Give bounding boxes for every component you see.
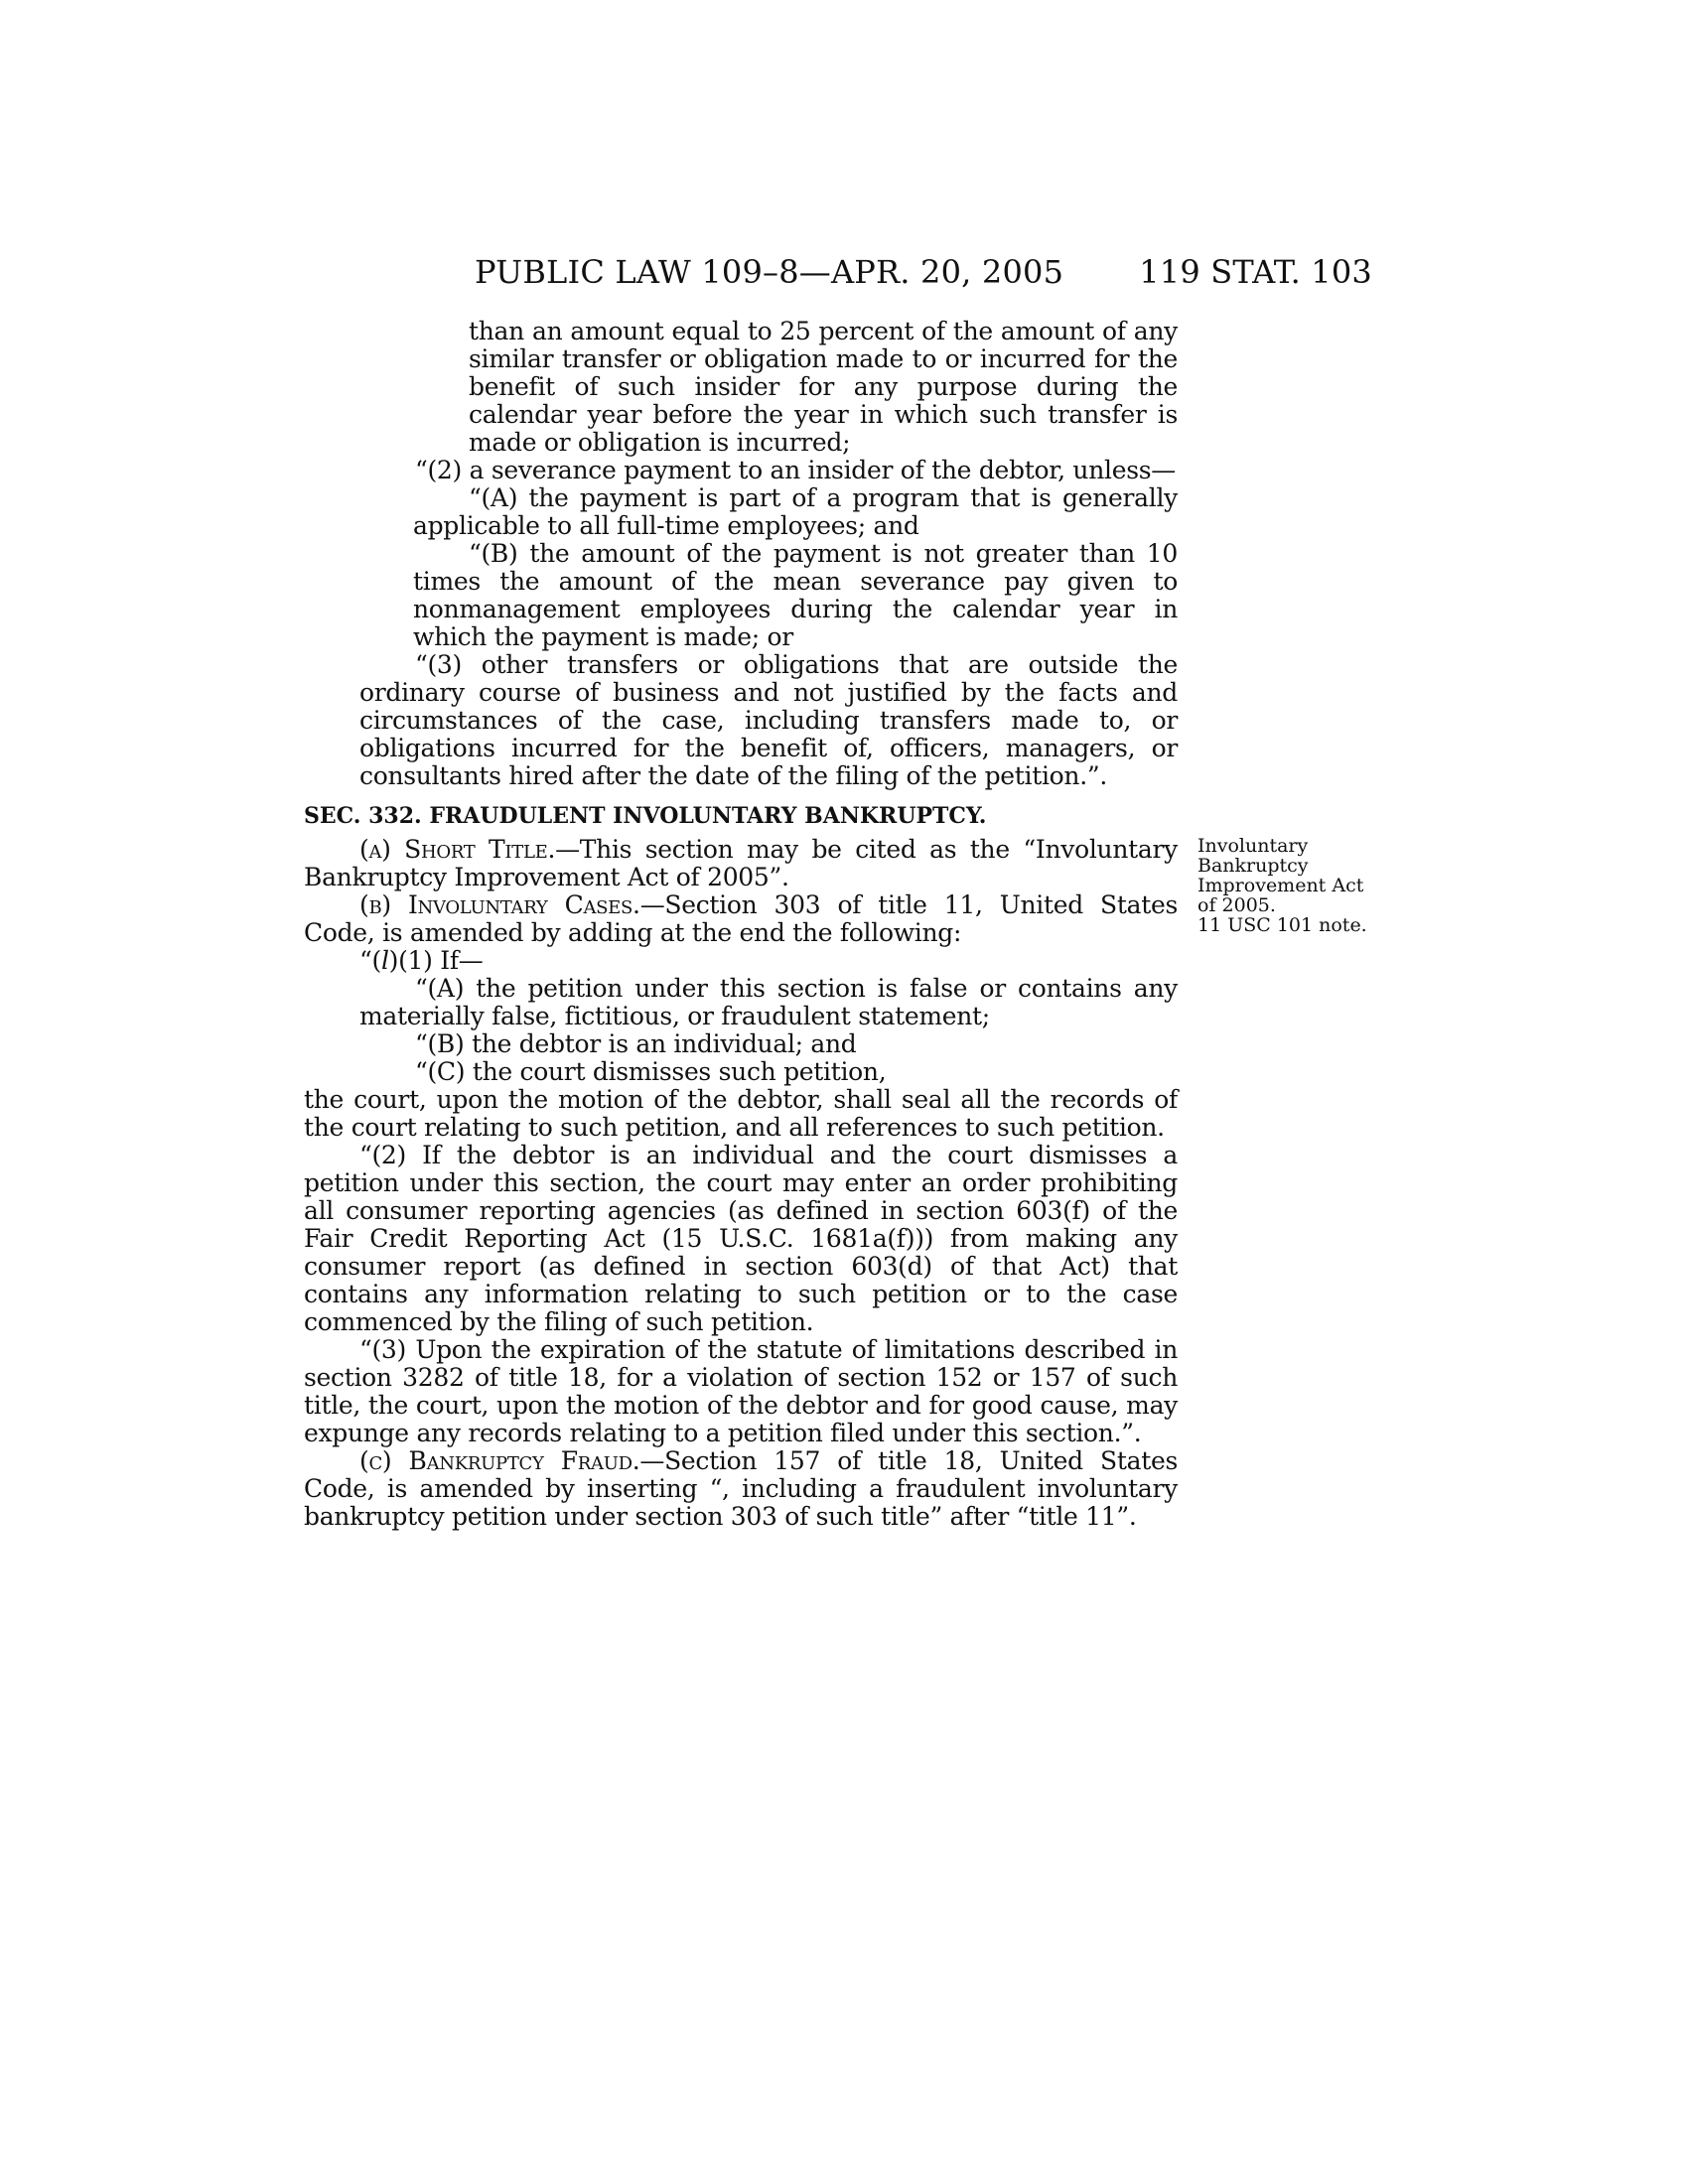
subsection-a (304, 836, 1178, 891)
subsection-b (304, 891, 1178, 947)
subparagraph-A: “(A) the payment is part of a program that is generally applicable to all full-time employees; and (413, 483, 1178, 540)
margin-note-line: Improvement Act (1197, 875, 1364, 896)
quote-open: “( (359, 946, 381, 975)
clause-B: “(B) the debtor is an individual; and (415, 1029, 857, 1058)
italic-letter: l (380, 946, 389, 975)
subsection-l-1 (304, 947, 1178, 975)
subsection-l-2: “(2) If the debtor is an individual and the court dismisses a petition under this section, the court may enter an order prohibiting all consumer reporting agencies (as defined in section 603(f) of the Fair Credit Reporting Act (15 U.S.C. 1681a(f))) from making any consumer report (as defined in section 603(d) of that Act) that contains any information relating to such petition or to the case commenced by the filing of such petition. (304, 1141, 1178, 1336)
subsection-c (304, 1447, 1178, 1531)
margin-note (1197, 836, 1386, 935)
page-number: 119 STAT. 103 (1139, 253, 1372, 291)
page-header (475, 253, 1372, 291)
subsection-a-label: (a) Short Title. (359, 835, 556, 864)
subsection-l-3: “(3) Upon the expiration of the statute of limitations described in section 3282 of title 18, for a violation of section 152 or 157 of such title, the court, upon the motion of the debtor and for good cause, may expunge any records relating to a petition filed under this section.”. (304, 1335, 1178, 1447)
paragraph-3: “(3) other transfers or obligations that are outside the ordinary course of business and not justified by the facts and circumstances of the case, including transfers made to, or obligations incurred for the benefit of, officers, managers, or consultants hired after the date of the filing of the petition.”. (359, 650, 1178, 790)
margin-note-line: Involuntary (1197, 835, 1309, 857)
subsection-a-text: —This section may be cited as the “Involuntary Bankruptcy Improvement Act of 2005”. (304, 835, 1178, 891)
subsection-c-label: (c) Bankruptcy Fraud. (359, 1446, 640, 1475)
continued-paragraph: than an amount equal to 25 percent of the amount of any similar transfer or obligation made to or incurred for the benefit of such insider for any purpose during the calendar year before the year in which such transfer is made or obligation is incurred; (469, 317, 1178, 457)
subsection-b-text: —Section 303 of title 11, United States Code, is amended by adding at the end the following: (304, 890, 1178, 947)
margin-note-line: Bankruptcy (1197, 855, 1309, 877)
margin-note-line: 11 USC 101 note. (1197, 914, 1367, 936)
clause-A: “(A) the petition under this section is false or contains any materially false, fictitious, or fraudulent statement; (359, 974, 1178, 1030)
subsection-b-label: (b) Involuntary Cases. (359, 890, 640, 919)
margin-note-line: of 2005. (1197, 894, 1276, 916)
clause-C: “(C) the court dismisses such petition, (415, 1057, 887, 1086)
statute-text (304, 318, 1178, 1531)
subsection-c-text: —Section 157 of title 18, United States Code, is amended by inserting “, including a fraudulent involuntary bankruptcy petition under section 303 of such title” after “title 11”. (304, 1446, 1178, 1531)
subparagraph-B: “(B) the amount of the payment is not greater than 10 times the amount of the mean severance pay given to nonmanagement employees during the calendar year in which the payment is made; or (413, 539, 1178, 651)
paragraph-2: “(2) a severance payment to an insider of the debtor, unless— (415, 456, 1176, 484)
subsection-l-1-text: )(1) If— (388, 946, 484, 975)
section-heading: SEC. 332. FRAUDULENT INVOLUNTARY BANKRUPTCY. (304, 803, 987, 829)
flush-text: the court, upon the motion of the debtor, shall seal all the records of the court relating to such petition, and all references to such petition. (304, 1085, 1178, 1142)
running-head: PUBLIC LAW 109–8—APR. 20, 2005 (475, 253, 1064, 291)
